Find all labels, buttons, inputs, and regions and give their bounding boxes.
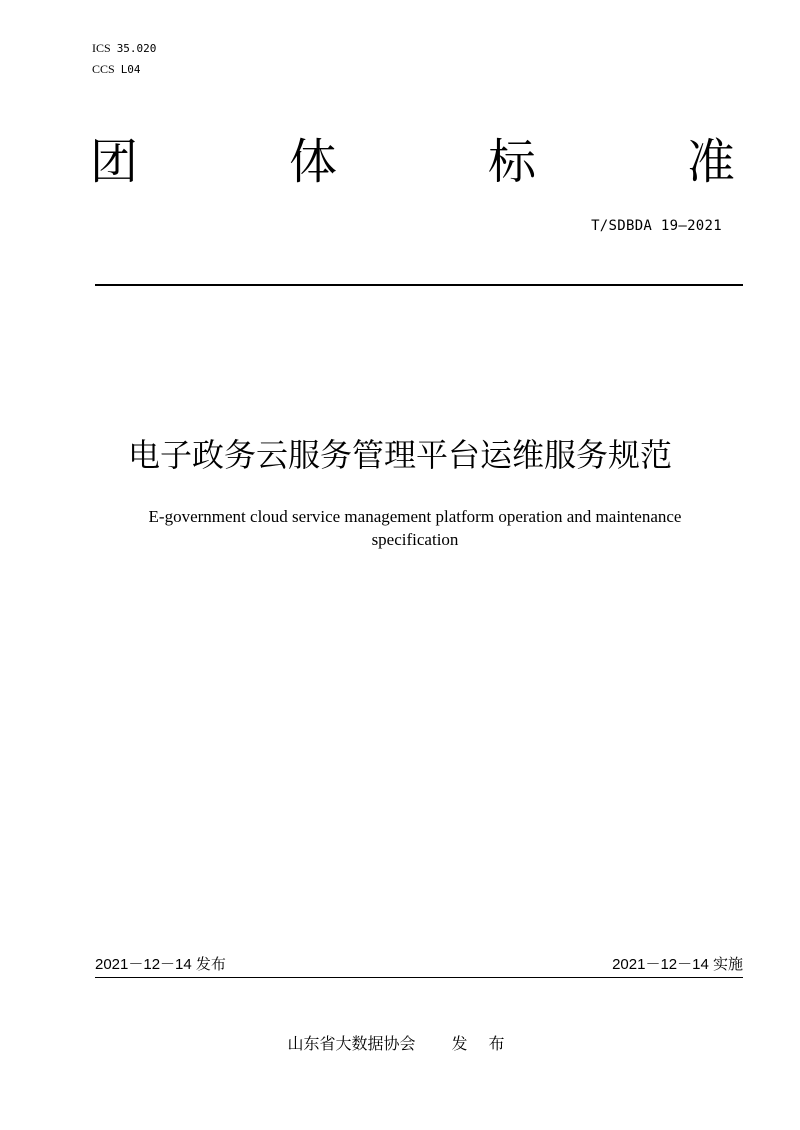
publish-date: 2021－12－14 发布 [95, 956, 226, 973]
ccs-label: CCS [92, 62, 115, 76]
standard-type-heading [90, 132, 735, 192]
bottom-divider [95, 977, 743, 978]
ccs-code-row [92, 59, 156, 80]
document-title-en-line-2: specification [371, 530, 459, 549]
ics-value: 35.020 [116, 42, 157, 55]
standard-type-char-3: 标 [487, 134, 536, 190]
publisher-org: 山东省大数据协会 [287, 1034, 416, 1053]
date-row [95, 955, 743, 975]
document-title-zh: 电子政务云服务管理平台运维服务规范 [127, 436, 672, 474]
document-title-en [100, 505, 730, 551]
ics-label: ICS [92, 41, 111, 55]
standard-type-char-1: 团 [90, 134, 139, 190]
publisher-line [0, 1033, 800, 1055]
ics-code-row [92, 38, 156, 59]
top-divider [95, 284, 743, 286]
standard-type-char-4: 准 [686, 134, 735, 190]
implement-date: 2021－12－14 实施 [612, 956, 743, 973]
publisher-action: 发 布 [451, 1034, 513, 1053]
standard-number: T/SDBDA 19—2021 [591, 218, 722, 234]
classification-codes [92, 38, 156, 80]
ccs-value: L04 [120, 63, 141, 76]
standard-type-char-2: 体 [288, 134, 337, 190]
document-title-en-line-1: E-government cloud service management platform operation and maintenance [148, 507, 682, 526]
